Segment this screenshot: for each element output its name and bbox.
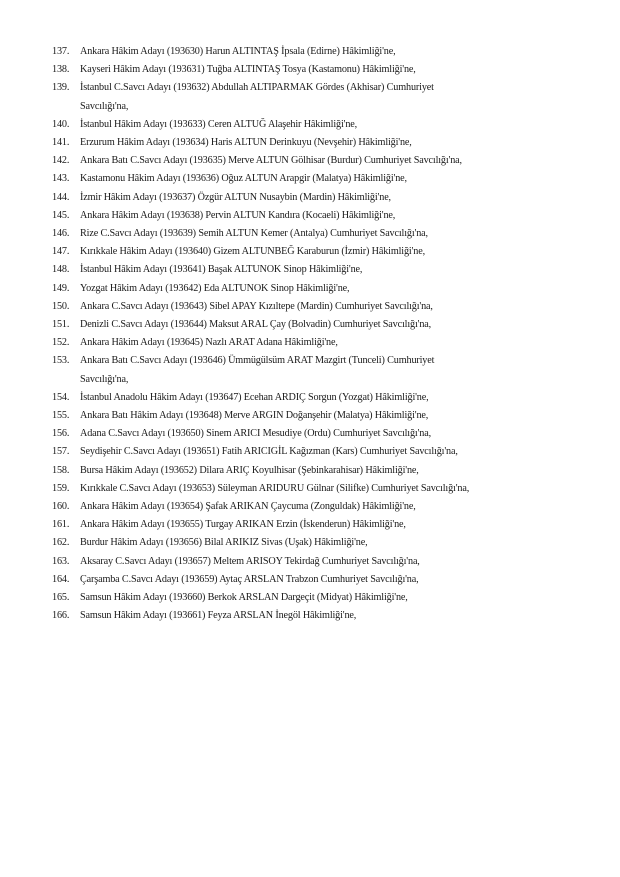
list-item-number: 150.: [52, 300, 70, 312]
list-item-line: İstanbul Anadolu Hâkim Adayı (193647) Ecehan ARDIÇ Sorgun (Yozgat) Hâkimliği'ne,: [80, 391, 429, 403]
list-item: [52, 571, 592, 589]
list-item-line: İzmir Hâkim Adayı (193637) Özgür ALTUN Nusaybin (Mardin) Hâkimliği'ne,: [80, 191, 391, 203]
list-item: [52, 261, 592, 279]
list-item: [52, 189, 592, 207]
list-item-text: [80, 189, 592, 207]
list-item-line: Aksaray C.Savcı Adayı (193657) Meltem ARISOY Tekirdağ Cumhuriyet Savcılığı'na,: [80, 555, 420, 567]
list-item-line: Ankara Batı C.Savcı Adayı (193646) Ümmügülsüm ARAT Mazgirt (Tunceli) Cumhuriyet: [80, 355, 435, 367]
list-item-number: 138.: [52, 64, 70, 76]
list-item-number: 151.: [52, 319, 70, 331]
list-item: [52, 225, 592, 243]
list-item-line: Samsun Hâkim Adayı (193661) Feyza ARSLAN İnegöl Hâkimliği'ne,: [80, 610, 357, 622]
list-item-number: 149.: [52, 282, 70, 294]
list-item-text: [80, 498, 592, 516]
list-item-line: Yozgat Hâkim Adayı (193642) Eda ALTUNOK Sinop Hâkimliği'ne,: [80, 282, 350, 294]
list-item-text: [80, 116, 592, 134]
list-item-text: [80, 61, 592, 79]
list-item: [52, 607, 592, 625]
list-item: [52, 334, 592, 352]
appointment-list: [52, 43, 592, 626]
list-item-line: Adana C.Savcı Adayı (193650) Sinem ARICI Mesudiye (Ordu) Cumhuriyet Savcılığı'na,: [80, 428, 432, 440]
list-item-number: 141.: [52, 137, 70, 149]
list-item-text: [80, 243, 592, 261]
list-item-text: [80, 79, 592, 115]
list-item-line: Ankara Batı C.Savcı Adayı (193635) Merve ALTUN Gölhisar (Burdur) Cumhuriyet Savcılığı'na,: [80, 155, 462, 167]
list-item-number: 153.: [52, 355, 70, 367]
list-item-text: [80, 43, 592, 61]
list-item-line: Burdur Hâkim Adayı (193656) Bilal ARIKIZ Sivas (Uşak) Hâkimliği'ne,: [80, 537, 368, 549]
list-item: [52, 61, 592, 79]
list-item-text: [80, 462, 592, 480]
list-item-text: [80, 316, 592, 334]
list-item-line: Ankara Hâkim Adayı (193630) Harun ALTINTAŞ İpsala (Edirne) Hâkimliği'ne,: [80, 46, 396, 57]
list-item-text: [80, 589, 592, 607]
list-item: [52, 498, 592, 516]
list-item-text: [80, 516, 592, 534]
list-item-text: [80, 571, 592, 589]
list-item-number: 158.: [52, 464, 70, 476]
list-item-line: Kırıkkale C.Savcı Adayı (193653) Süleyman ARIDURU Gülnar (Silifke) Cumhuriyet Savcılığı'na,: [80, 482, 470, 494]
list-item-line: Erzurum Hâkim Adayı (193634) Haris ALTUN Derinkuyu (Nevşehir) Hâkimliği'ne,: [80, 137, 412, 149]
list-item-number: 157.: [52, 446, 70, 458]
list-item-text: [80, 389, 592, 407]
list-item-number: 154.: [52, 391, 70, 403]
list-item: [52, 298, 592, 316]
list-item-text: [80, 280, 592, 298]
list-item-line: İstanbul Hâkim Adayı (193641) Başak ALTUNOK Sinop Hâkimliği'ne,: [80, 264, 363, 276]
list-item: [52, 462, 592, 480]
list-item: [52, 134, 592, 152]
list-item-number: 164.: [52, 573, 70, 585]
list-item: [52, 516, 592, 534]
list-item-text: [80, 298, 592, 316]
list-item-line: İstanbul C.Savcı Adayı (193632) Abdullah ALTIPARMAK Gördes (Akhisar) Cumhuriyet: [80, 82, 434, 94]
list-item-number: 155.: [52, 410, 70, 422]
list-item-number: 156.: [52, 428, 70, 440]
list-item-number: 159.: [52, 482, 70, 494]
list-item: [52, 170, 592, 188]
list-item-text: [80, 425, 592, 443]
list-item-number: 162.: [52, 537, 70, 549]
list-item: [52, 589, 592, 607]
list-item-line: Savcılığı'na,: [80, 373, 129, 385]
list-item-number: 166.: [52, 610, 70, 622]
list-item-line: Rize C.Savcı Adayı (193639) Semih ALTUN Kemer (Antalya) Cumhuriyet Savcılığı'na,: [80, 228, 428, 240]
list-item-number: 152.: [52, 337, 70, 349]
list-item-line: Kastamonu Hâkim Adayı (193636) Oğuz ALTUN Arapgir (Malatya) Hâkimliği'ne,: [80, 173, 407, 185]
list-item-line: Kayseri Hâkim Adayı (193631) Tuğba ALTINTAŞ Tosya (Kastamonu) Hâkimliği'ne,: [80, 64, 416, 76]
list-item: [52, 79, 592, 115]
list-item-text: [80, 607, 592, 625]
list-item-number: 140.: [52, 118, 70, 130]
list-item-line: Denizli C.Savcı Adayı (193644) Maksut ARAL Çay (Bolvadin) Cumhuriyet Savcılığı'na,: [80, 319, 432, 331]
list-item-line: Ankara Batı Hâkim Adayı (193648) Merve ARGIN Doğanşehir (Malatya) Hâkimliği'ne,: [80, 410, 429, 422]
list-item-text: [80, 152, 592, 170]
list-item-line: Ankara Hâkim Adayı (193645) Nazlı ARAT Adana Hâkimliği'ne,: [80, 337, 338, 349]
list-item: [52, 443, 592, 461]
list-item-text: [80, 170, 592, 188]
list-item-line: Ankara Hâkim Adayı (193638) Pervin ALTUN Kandıra (Kocaeli) Hâkimliği'ne,: [80, 209, 396, 221]
list-item: [52, 480, 592, 498]
list-item-line: Samsun Hâkim Adayı (193660) Berkok ARSLAN Dargeçit (Midyat) Hâkimliği'ne,: [80, 592, 408, 604]
list-item-line: Savcılığı'na,: [80, 100, 129, 112]
list-item-line: Çarşamba C.Savcı Adayı (193659) Aytaç ARSLAN Trabzon Cumhuriyet Savcılığı'na,: [80, 573, 419, 585]
list-item-number: 145.: [52, 209, 70, 221]
list-item-text: [80, 207, 592, 225]
list-item-line: Ankara Hâkim Adayı (193655) Turgay ARIKAN Erzin (İskenderun) Hâkimliği'ne,: [80, 519, 406, 531]
list-item-text: [80, 553, 592, 571]
list-item: [52, 389, 592, 407]
list-item: [52, 280, 592, 298]
list-item-number: 147.: [52, 246, 70, 258]
list-item-number: 143.: [52, 173, 70, 185]
list-item: [52, 243, 592, 261]
list-item-number: 165.: [52, 592, 70, 604]
list-item: [52, 553, 592, 571]
list-item-text: [80, 261, 592, 279]
list-item: [52, 534, 592, 552]
list-item: [52, 407, 592, 425]
list-item: [52, 425, 592, 443]
list-item-text: [80, 225, 592, 243]
list-item-text: [80, 480, 592, 498]
list-item-text: [80, 534, 592, 552]
list-item: [52, 116, 592, 134]
list-item-number: 137.: [52, 46, 70, 57]
list-item-text: [80, 134, 592, 152]
list-item-line: Kırıkkale Hâkim Adayı (193640) Gizem ALTUNBEĞ Karaburun (İzmir) Hâkimliği'ne,: [80, 246, 425, 258]
list-item: [52, 43, 592, 61]
list-item: [52, 152, 592, 170]
list-item-line: Ankara C.Savcı Adayı (193643) Sibel APAY Kızıltepe (Mardin) Cumhuriyet Savcılığı'na,: [80, 300, 433, 312]
list-item-text: [80, 407, 592, 425]
list-item-number: 161.: [52, 519, 70, 531]
list-item: [52, 352, 592, 388]
list-item-text: [80, 352, 592, 388]
list-item-number: 144.: [52, 191, 70, 203]
list-item-line: İstanbul Hâkim Adayı (193633) Ceren ALTUĞ Alaşehir Hâkimliği'ne,: [80, 118, 358, 130]
list-item-text: [80, 443, 592, 461]
list-item-number: 160.: [52, 501, 70, 513]
list-item-number: 148.: [52, 264, 70, 276]
list-item-line: Ankara Hâkim Adayı (193654) Şafak ARIKAN Çaycuma (Zonguldak) Hâkimliği'ne,: [80, 501, 416, 513]
list-item-text: [80, 334, 592, 352]
list-item-number: 163.: [52, 555, 70, 567]
list-item-number: 142.: [52, 155, 70, 167]
list-item-number: 139.: [52, 82, 70, 94]
list-item-line: Bursa Hâkim Adayı (193652) Dilara ARIÇ Koyulhisar (Şebinkarahisar) Hâkimliği'ne,: [80, 464, 419, 476]
list-item: [52, 207, 592, 225]
list-item: [52, 316, 592, 334]
list-item-number: 146.: [52, 228, 70, 240]
list-item-line: Seydişehir C.Savcı Adayı (193651) Fatih ARICIGİL Kağızman (Kars) Cumhuriyet Savcılığı'na,: [80, 446, 458, 458]
